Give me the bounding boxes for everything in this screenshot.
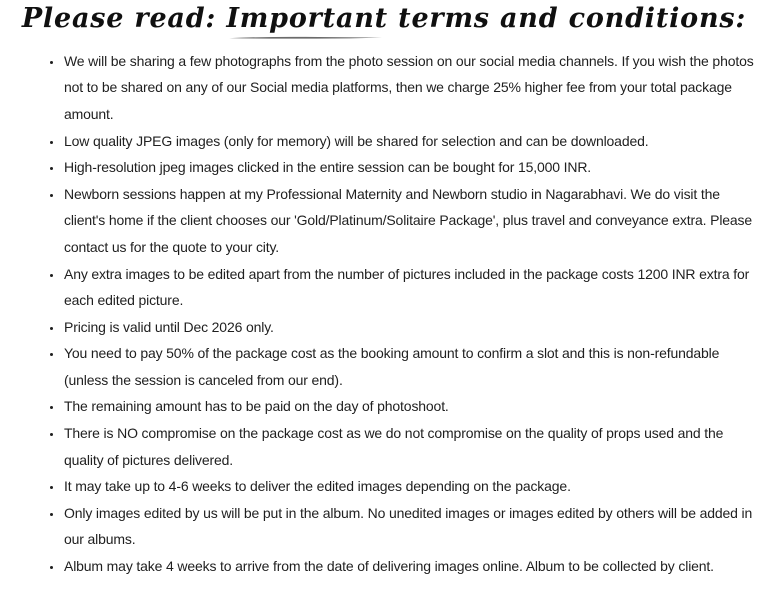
term-item-social-media: • We will be sharing a few photographs from the photo session on our social media channels. If you wish the photos not to be shared on any of our Social media platforms, then we charge 25% higher fee from your total package amount. <box>63 48 754 128</box>
term-item-booking-amount: • You need to pay 50% of the package cost as the booking amount to confirm a slot and this is non-refundable (unless the session is canceled from our end). <box>63 340 754 393</box>
term-item-high-resolution: • High-resolution jpeg images clicked in the entire session can be bought for 15,000 INR. <box>63 154 754 181</box>
terms-list <box>46 48 754 580</box>
term-item-extra-images: • Any extra images to be edited apart from the number of pictures included in the package costs 1200 INR extra for each edited picture. <box>63 261 754 314</box>
title-suffix: terms and conditions: <box>387 3 747 34</box>
term-item-album-arrival: • Album may take 4 weeks to arrive from the date of delivering images online. Album to be collected by client. <box>63 553 754 580</box>
term-item-low-quality-jpeg: • Low quality JPEG images (only for memory) will be shared for selection and can be downloaded. <box>63 128 754 155</box>
title-highlight <box>226 2 388 36</box>
term-item-no-compromise: • There is NO compromise on the package cost as we do not compromise on the quality of props used and the quality of pictures delivered. <box>63 420 754 473</box>
page <box>0 2 768 593</box>
terms-document <box>0 2 768 593</box>
term-item-pricing-validity: • Pricing is valid until Dec 2026 only. <box>63 314 754 341</box>
term-item-delivery-time: • It may take up to 4-6 weeks to deliver the edited images depending on the package. <box>63 473 754 500</box>
title-prefix: Please read: <box>21 3 227 34</box>
title-highlight-text: Important <box>226 3 388 34</box>
term-item-album-editing: • Only images edited by us will be put in the album. No unedited images or images edited by others will be added in our albums. <box>63 500 754 553</box>
underline-flourish-icon <box>228 35 384 40</box>
page-title <box>0 2 768 36</box>
term-item-newborn-sessions: • Newborn sessions happen at my Professional Maternity and Newborn studio in Nagarabhavi. We do visit the client's home if the client chooses our 'Gold/Platinum/Solitaire Package', plus travel and conveyance extra. Please contact us for the quote to your city. <box>63 181 754 261</box>
term-item-remaining-amount: • The remaining amount has to be paid on the day of photoshoot. <box>63 393 754 420</box>
